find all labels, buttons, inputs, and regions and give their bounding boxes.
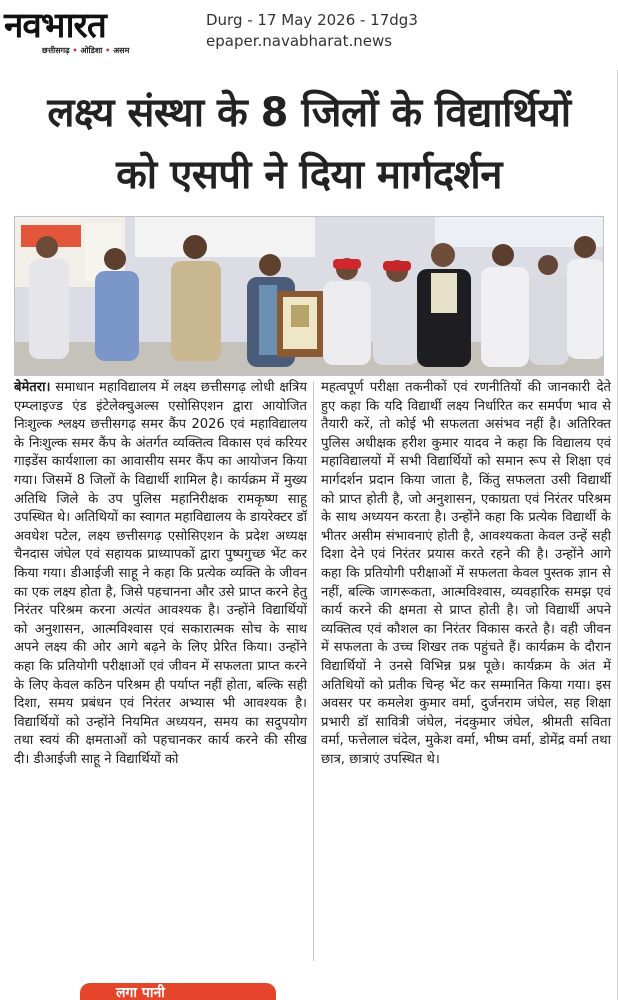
epaper-url[interactable]: epaper.navabharat.news — [206, 32, 393, 50]
logo-region: ओडिशा — [80, 46, 103, 55]
next-article-tab-label: लगा पानी — [116, 985, 165, 1000]
article-photo — [14, 216, 604, 376]
article-text-left: समाधान महाविद्यालय में लक्ष्य छत्तीसगढ़ लोधी क्षत्रिय एम्प्लाइज्ड एंड इंटेलेक्चुअल्स एसोसिएशन द्वारा आयोजित निःशुल्क श्लक्ष्य छत्तीसगढ़ समर कैंप 2026 एवं महाविद्यालय के निःशुल्क समर कैंप के अंतर्गत व्यक्तित्व विकास एवं करियर गाइडेंस कार्यशाला का आवासीय समर कैंप का आयोजन किया गया। जिसमें 8 जिलों के विद्यार्थी शामिल है। कार्यक्रम में मुख्य अतिथि जिले के उप पुलिस महानिरीक्षक रामकृष्ण साहू उपस्थित थे। अतिथियों का स्वागत महाविद्यालय के डायरेक्टर डॉ अवधेश पटेल, लक्ष्य छत्तीसगढ़ एसोसिएशन के प्रदेश अध्यक्ष चैनदास जंघेल एवं सहायक प्राध्यापकों द्वारा पुष्पगुच्छ भेंट कर किया गया। डीआईजी साहू ने कहा कि प्रत्येक व्यक्ति के जीवन का एक लक्ष्य होता है, जिसे पहचानना और उसे प्राप्त करने हेतु निरंतर परिश्रम करना अत्यंत आवश्यक है। उन्होंने विद्यार्थियों को अनुशासन, आत्मविश्वास एवं सकारात्मक सोच के साथ अपने लक्ष्य की ओर आगे बढ़ने के लिए प्रेरित किया। उन्होंने कहा कि प्रतियोगी परीक्षाओं एवं जीवन में सफलता प्राप्त करने के लिए केवल कठिन परिश्रम ही पर्याप्त नहीं होता, बल्कि सही दिशा, समय प्रबंधन एवं निरंतर अभ्यास भी आवश्यक है। विद्यार्थियों को उन्होंने नियमित अध्ययन, समय का सदुपयोग तथा स्वयं की क्षमताओं को पहचानकर कार्य करने की सीख दी। डीआईजी साहू ने विद्यार्थियों को — [14, 380, 307, 767]
next-article-tab[interactable] — [80, 983, 276, 1000]
headline-line-2: को एसपी ने दिया मार्गदर्शन — [116, 152, 502, 198]
newspaper-logo — [4, 6, 186, 62]
group-photo-illustration — [15, 217, 604, 376]
headline — [0, 82, 618, 206]
edition-info: Durg - 17 May 2026 - 17dg3 — [206, 11, 418, 29]
column-divider — [313, 381, 314, 961]
logo-dot-icon: • — [102, 46, 114, 55]
logo-region: असम — [113, 46, 130, 55]
article-column-left — [14, 379, 307, 769]
headline-line-1: लक्ष्य संस्था के 8 जिलों के विद्यार्थियों — [47, 90, 571, 136]
logo-dot-icon: • — [69, 46, 81, 55]
masthead — [0, 0, 618, 70]
logo-regions — [4, 46, 186, 56]
logo-text: नवभारत — [4, 6, 106, 46]
article-dateline: बेमेतरा। — [14, 380, 51, 395]
logo-region: छत्तीसगढ़ — [42, 46, 70, 55]
article-text-right: महत्वपूर्ण परीक्षा तकनीकों एवं रणनीतियों की जानकारी देते हुए कहा कि यदि विद्यार्थी लक्ष्य निर्धारित कर समर्पण भाव से तैयारी करें, तो कोई भी सफलता असंभव नहीं है। अतिरिक्त पुलिस अधीक्षक हरीश कुमार यादव ने कहा कि विद्यालय एवं महाविद्यालयों में सभी विद्यार्थियों को समान रूप से शिक्षा एवं मार्गदर्शन प्रदान किया जाता है, किंतु सफलता उसी विद्यार्थी को प्राप्त होती है, जो अनुशासन, एकाग्रता एवं निरंतर परिश्रम के साथ अध्ययन करता है। उन्होंने कहा कि प्रत्येक विद्यार्थी के भीतर असीम संभावनाएं होती है, आवश्यकता केवल उन्हें सही दिशा देने एवं निरंतर प्रयास करते रहने की है। उन्होंने आगे कहा कि प्रतियोगी परीक्षाओं में सफलता केवल पुस्तक ज्ञान से नहीं, बल्कि जागरूकता, आत्मविश्वास, व्यवहारिक समझ एवं कार्य करने की क्षमता से प्राप्त होती है। जो विद्यार्थी अपने व्यक्तित्व एवं कौशल का निरंतर विकास करते है। वही जीवन में सफलता के उच्च शिखर तक पहुंचते हैं। कार्यक्रम के दौरान विद्यार्थियों ने उनसे विभिन्न प्रश्न पूछे। कार्यक्रम के अंत में अतिथियों को प्रतीक चिन्ह भेंट कर सम्मानित किया गया। इस अवसर पर कमलेश कुमार वर्मा, दुर्जनराम जंघेल, सह शिक्षा प्रभारी डॉ सावित्री जंघेल, नंदकुमार जंघेल, श्रीमती सविता वर्मा, फत्तेलाल चंदेल, मुकेश वर्मा, भीष्म वर्मा, डोमेंद्र वर्मा तथा छात्र, छात्राएं उपस्थित थे। — [321, 380, 611, 767]
article-column-right — [321, 379, 611, 769]
